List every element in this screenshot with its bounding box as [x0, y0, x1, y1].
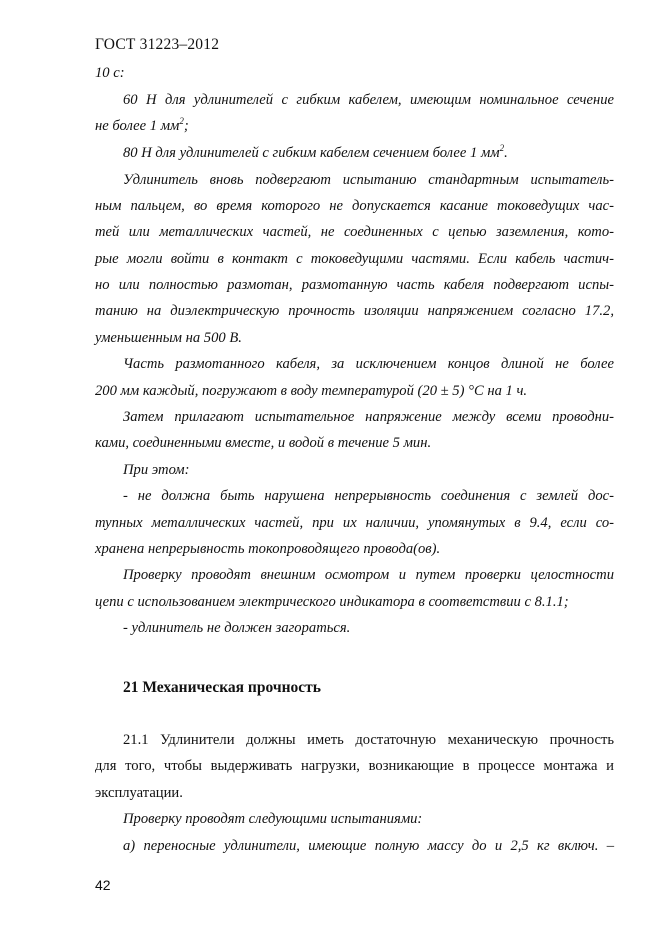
text-line: При этом:: [123, 462, 190, 478]
superscript: 2: [499, 143, 505, 154]
text-line: танию на диэлектрическую прочность изоляции напряжением согласно 17.2,: [95, 303, 614, 319]
text-fragment: .: [504, 145, 508, 161]
text-line: уменьшенным на 500 В.: [95, 330, 242, 346]
text-line: 60 Н для удлинителей с гибким кабелем, имеющим номинальное сечение: [123, 92, 614, 108]
text-line: 10 с:: [95, 65, 125, 81]
page-number: 42: [95, 877, 111, 893]
text-line: эксплуатации.: [95, 785, 183, 801]
text-line: ным пальцем, во время которого не допускается касание токоведущих час-: [95, 198, 614, 214]
text-fragment: 80 Н для удлинителей с гибким кабелем сечением более 1 мм: [123, 145, 500, 161]
text-line: [95, 117, 614, 135]
text-line: - не должна быть нарушена непрерывность соединения с землей дос-: [123, 488, 614, 504]
text-line: Проверку проводят следующими испытаниями:: [123, 811, 423, 827]
text-line: рые могли войти в контакт с токоведущими частями. Если кабель частич-: [95, 251, 614, 267]
text-line: но или полностью размотан, размотанную часть кабеля подвергают испы-: [95, 277, 614, 293]
text-line: 21.1 Удлинители должны иметь достаточную механическую прочность: [123, 732, 614, 748]
text-line: Часть размотанного кабеля, за исключением концов длиной не более: [123, 356, 614, 372]
text-line: 200 мм каждый, погружают в воду температурой (20 ± 5) °С на 1 ч.: [95, 383, 528, 399]
text-line: тупных металлических частей, при их наличии, упомянутых в 9.4, если со-: [95, 515, 614, 531]
text-line: тей или металлических частей, не соединенных с цепью заземления, кото-: [95, 224, 614, 240]
text-line: Затем прилагают испытательное напряжение между всеми проводни-: [123, 409, 614, 425]
text-line: [123, 144, 614, 162]
section-title: 21 Механическая прочность: [123, 679, 321, 696]
page-header: ГОСТ 31223–2012: [95, 36, 220, 53]
text-line: - удлинитель не должен загораться.: [123, 620, 351, 636]
text-line: ками, соединенными вместе, и водой в течение 5 мин.: [95, 435, 432, 451]
text-line: хранена непрерывность токопроводящего провода(ов).: [95, 541, 441, 557]
text-line: цепи с использованием электрического индикатора в соответствии с 8.1.1;: [95, 594, 569, 610]
text-line: Удлинитель вновь подвергают испытанию стандартным испытатель-: [123, 172, 614, 188]
text-fragment: не более 1 мм: [95, 118, 180, 134]
text-line: для того, чтобы выдерживать нагрузки, возникающие в процессе монтажа и: [95, 758, 614, 774]
text-line: Проверку проводят внешним осмотром и путем проверки целостности: [123, 567, 614, 583]
superscript: 2: [179, 116, 184, 127]
text-line: а) переносные удлинители, имеющие полную массу до и 2,5 кг включ. –: [123, 838, 614, 854]
text-fragment: ;: [183, 118, 189, 134]
